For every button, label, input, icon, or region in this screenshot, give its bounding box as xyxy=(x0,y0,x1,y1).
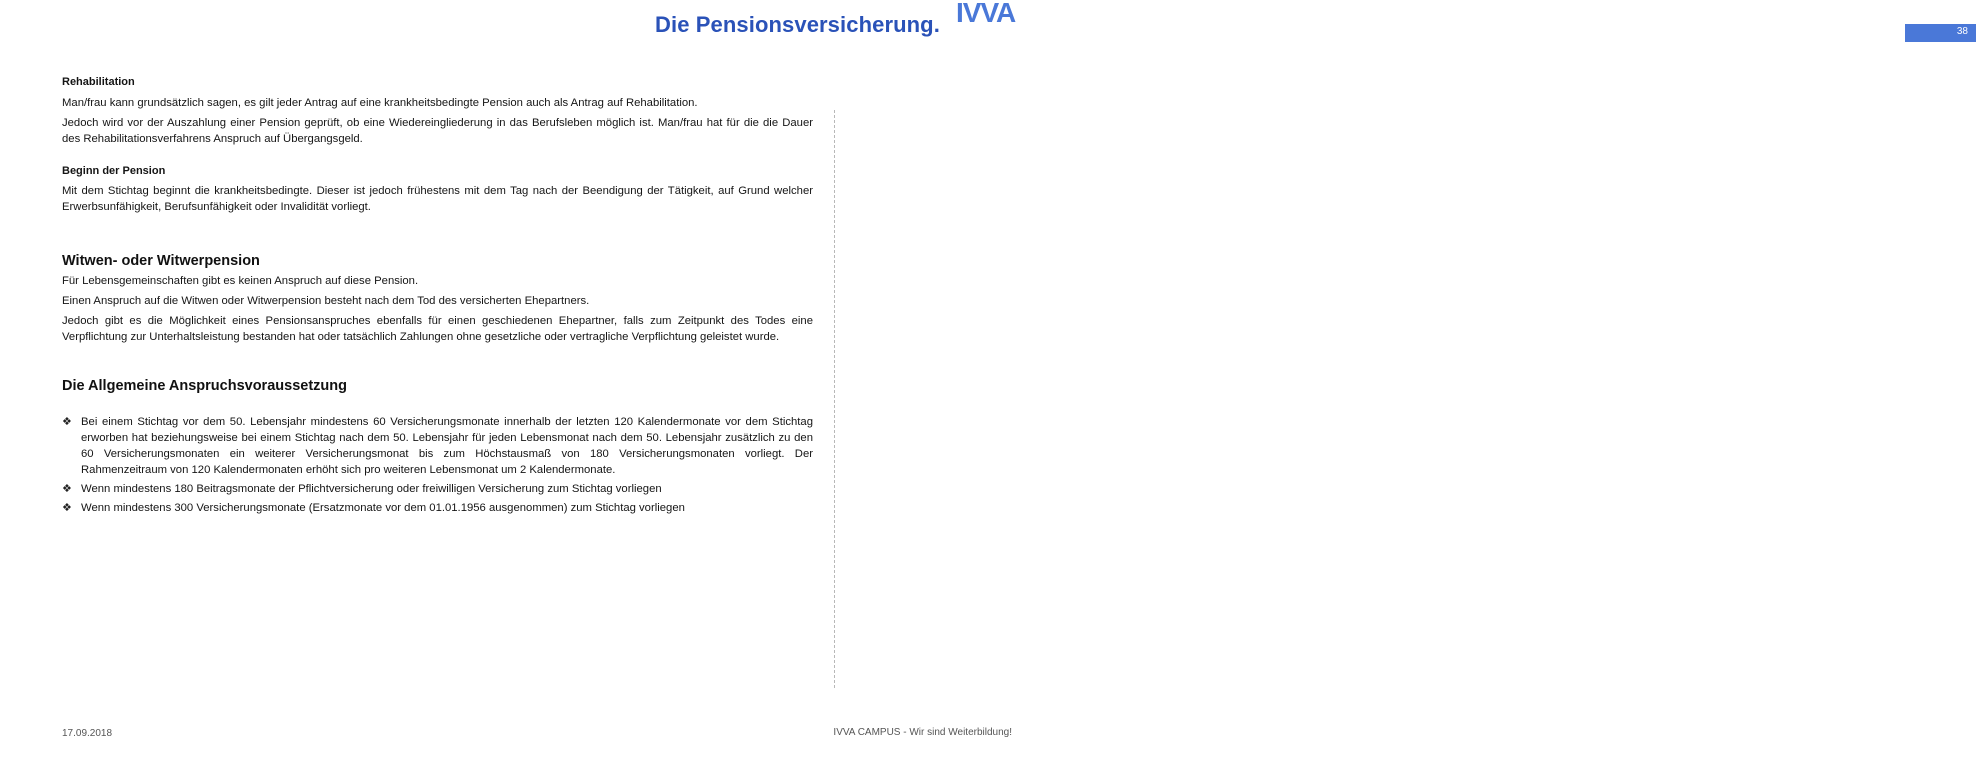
beginn-heading: Beginn der Pension xyxy=(62,165,166,177)
beginn-paragraph-1: Mit dem Stichtag beginnt die krankheitsbedingte. Dieser ist jedoch frühestens mit dem Tag nach der Beendigung der Tätigkeit, auf Grund welcher Erwerbsunfähigkeit, Berufsunfähigkeit oder Invalidität vorliegt. xyxy=(62,185,813,213)
rehabilitation-heading: Rehabilitation xyxy=(62,76,135,88)
list-item xyxy=(62,414,813,478)
footer-slogan: IVVA CAMPUS - Wir sind Weiterbildung! xyxy=(833,727,1012,738)
diamond-bullet-icon: ❖ xyxy=(62,483,72,495)
logo-text: IVVA xyxy=(956,0,1016,28)
list-item xyxy=(62,500,813,516)
anspruch-bullet-list xyxy=(62,414,813,516)
ivva-logo xyxy=(952,0,1968,42)
rehabilitation-paragraph-2: Jedoch wird vor der Auszahlung einer Pension geprüft, ob eine Wiedereingliederung in das Berufsleben möglich ist. Man/frau hat für die die Dauer des Rehabilitationsverfahrens Anspruch auf Übergangsgeld. xyxy=(62,117,813,145)
page-title: Die Pensionsversicherung. xyxy=(655,12,940,37)
list-item xyxy=(62,481,813,497)
list-item-text: Wenn mindestens 300 Versicherungsmonate (Ersatzmonate vor dem 01.01.1956 ausgenommen) zum Stichtag vorliegen xyxy=(81,502,685,514)
list-item-text: Bei einem Stichtag vor dem 50. Lebensjahr mindestens 60 Versicherungsmonate innerhalb der letzten 120 Kalendermonate vor dem Stichtag erworben hat beziehungsweise bei einem Stichtag nach dem 50. Lebensjahr für jeden Lebensmonat nach dem 50. Lebensjahr zusätzlich zu den 60 Versicherungsmonaten ein weiterer Versicherungsmonat bis zum Höchstausmaß von 180 Versicherungsmonaten vorliegt. Der Rahmenzeitraum von 120 Kalendermonaten erhöht sich pro weiteren Lebensmonat um 2 Kalendermonate. xyxy=(81,416,813,476)
diamond-bullet-icon: ❖ xyxy=(62,502,72,514)
list-item-text: Wenn mindestens 180 Beitragsmonate der Pflichtversicherung oder freiwilligen Versicherung zum Stichtag vorliegen xyxy=(81,483,662,495)
anspruch-heading: Die Allgemeine Anspruchsvoraussetzung xyxy=(62,378,347,394)
witwen-paragraph-1: Für Lebensgemeinschaften gibt es keinen Anspruch auf diese Pension. xyxy=(62,275,419,287)
content-area xyxy=(62,74,813,516)
vertical-divider xyxy=(834,110,835,688)
witwen-paragraph-3: Jedoch gibt es die Möglichkeit eines Pensionsanspruches ebenfalls für einen geschiedenen Ehepartner, falls zum Zeitpunkt des Todes eine Verpflichtung zur Unterhaltsleistung bestanden hat oder tatsächlich Zahlungen ohne gesetzliche oder vertragliche Verpflichtung geleistet wurde. xyxy=(62,315,813,343)
diamond-bullet-icon: ❖ xyxy=(62,416,72,428)
witwen-paragraph-2: Einen Anspruch auf die Witwen oder Witwerpension besteht nach dem Tod des versicherten Ehepartners. xyxy=(62,295,590,307)
witwen-heading: Witwen- oder Witwerpension xyxy=(62,253,260,269)
footer-date: 17.09.2018 xyxy=(62,728,113,739)
page-number-box xyxy=(1905,24,1976,42)
rehabilitation-paragraph-1: Man/frau kann grundsätzlich sagen, es gilt jeder Antrag auf eine krankheitsbedingte Pension auch als Antrag auf Rehabilitation. xyxy=(62,97,698,109)
page-number: 38 xyxy=(1956,26,1968,37)
